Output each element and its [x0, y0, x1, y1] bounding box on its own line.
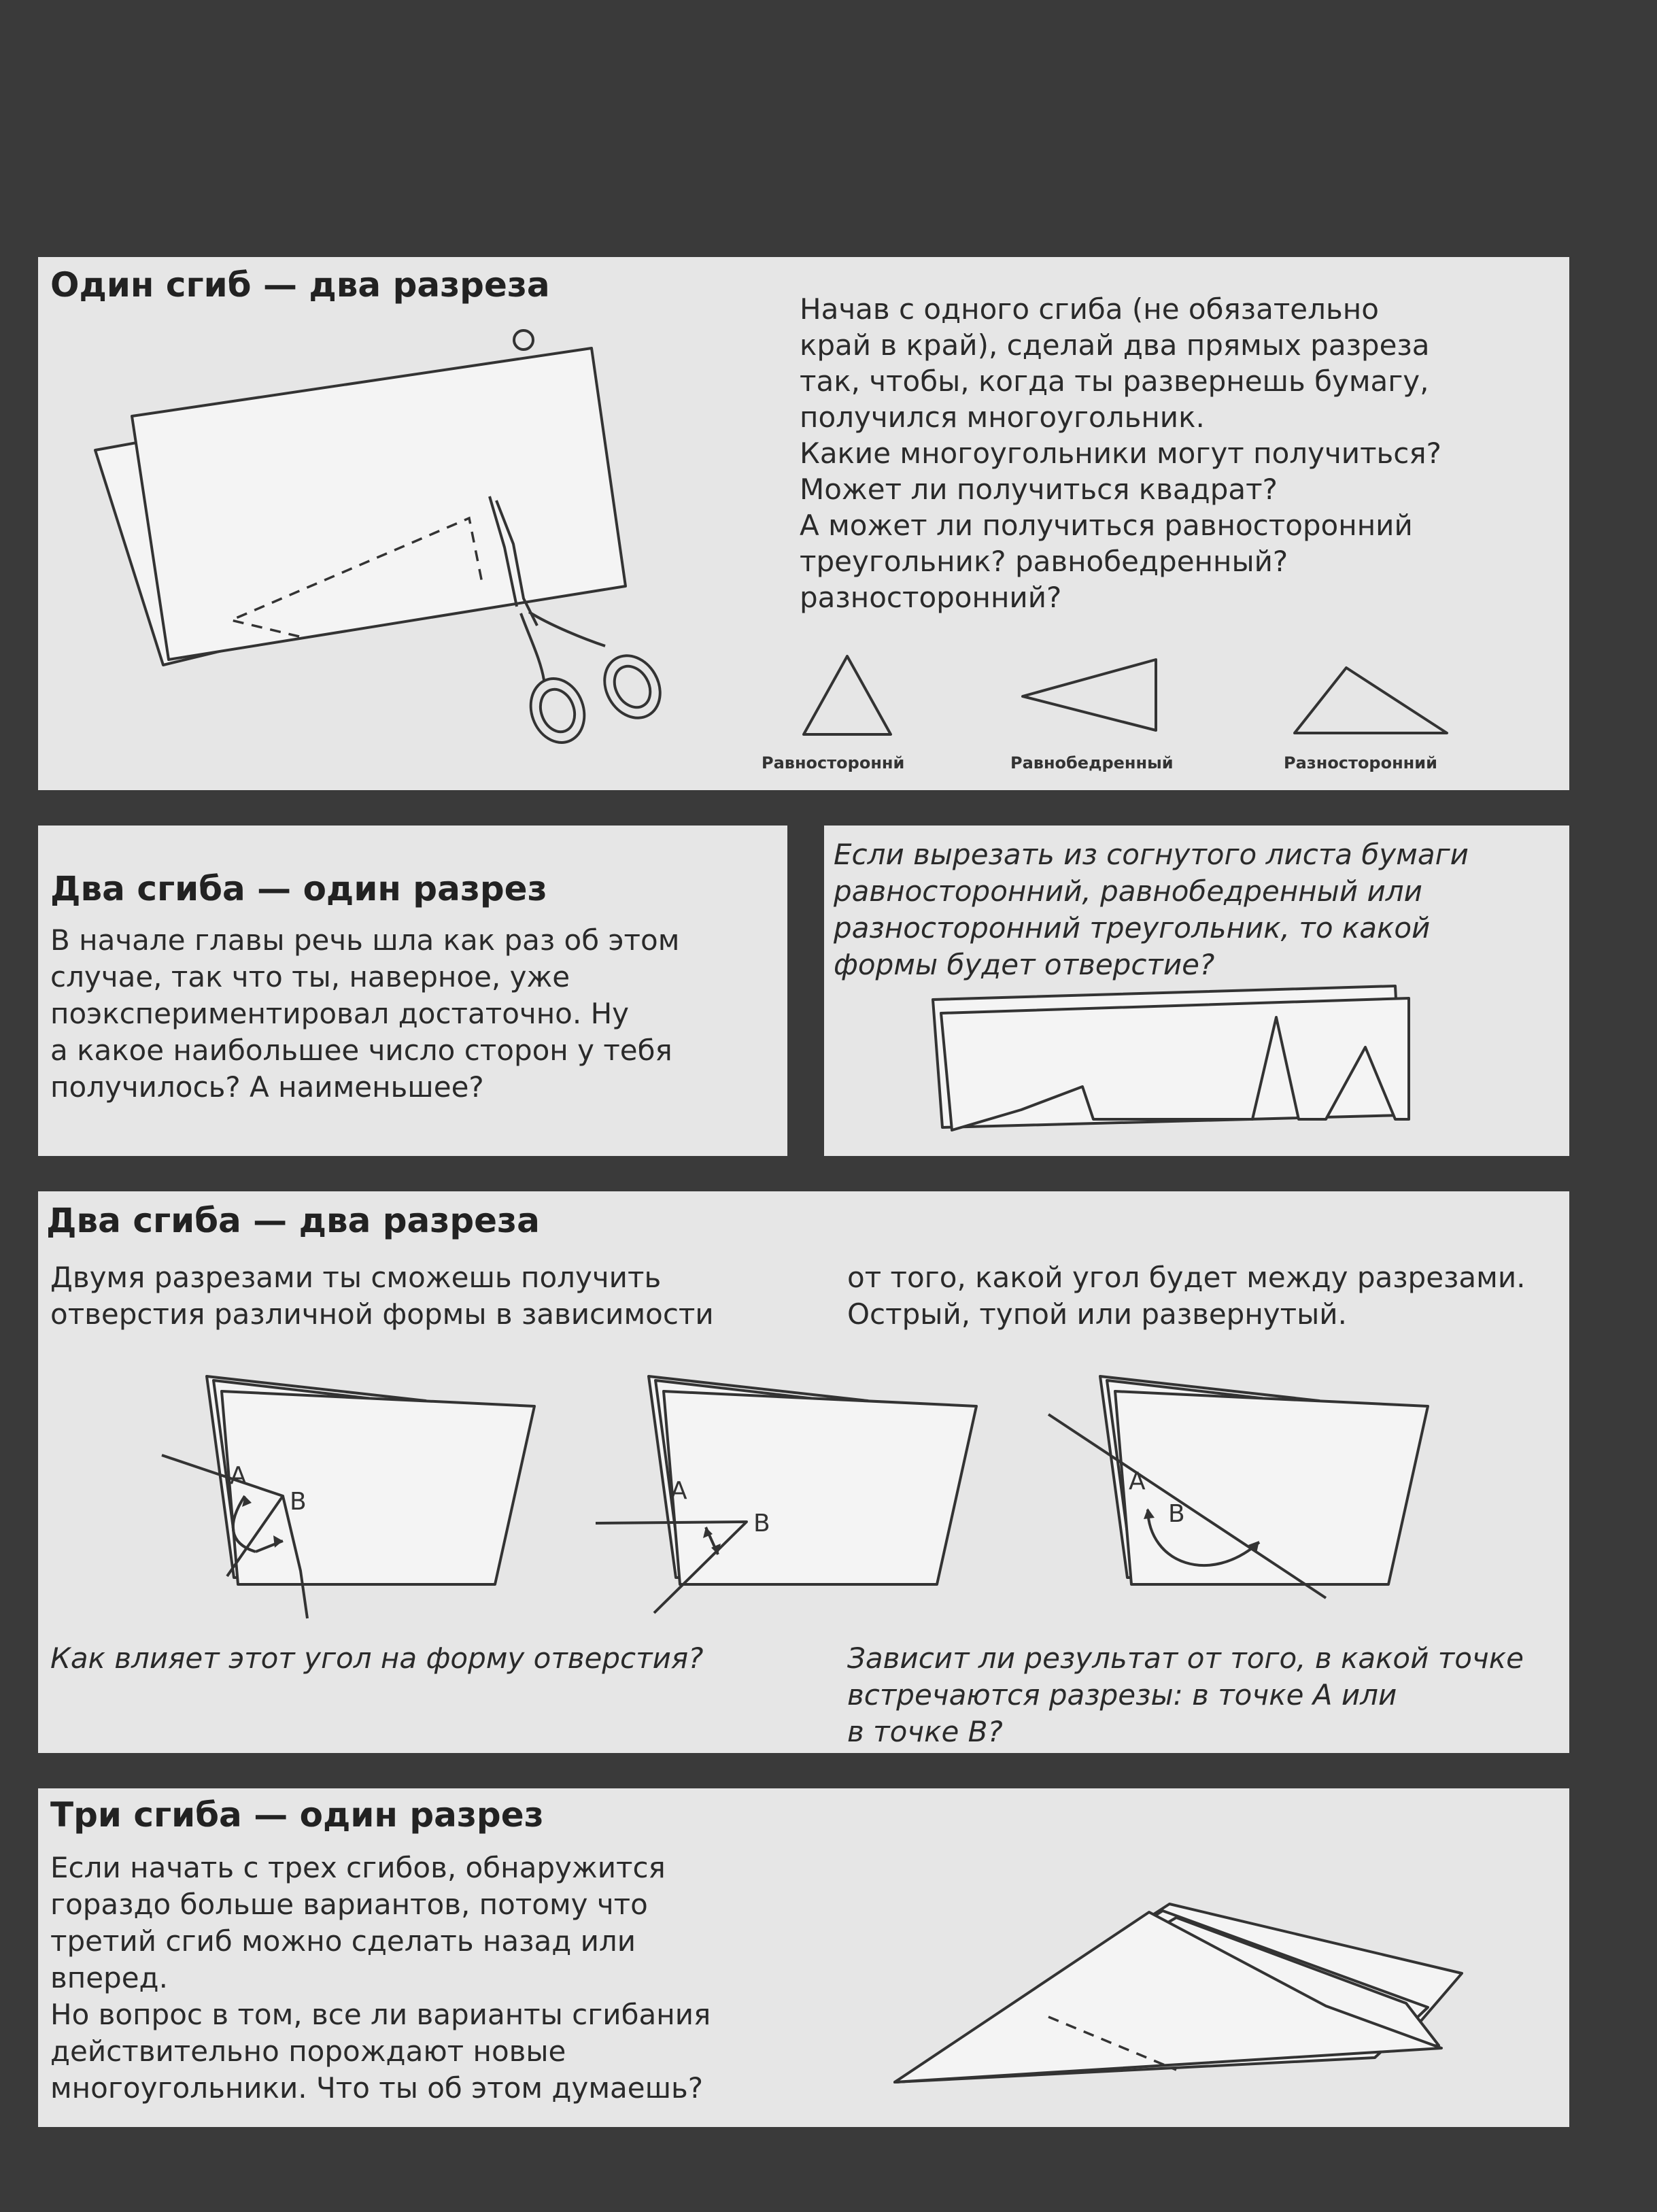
section1-title: Один сгиб — два разреза — [50, 265, 550, 305]
text-line: формы будет отверстие? — [834, 948, 1215, 981]
text-line: так, чтобы, когда ты развернешь бумагу, — [800, 364, 1429, 398]
text-line: Острый, тупой или развернутый. — [847, 1297, 1347, 1331]
cuts-obtuse-angle-diagram — [596, 1374, 990, 1625]
label-a: A — [670, 1477, 687, 1505]
cuts-acute-angle-diagram — [154, 1374, 548, 1625]
section3-question-left — [50, 1640, 703, 1677]
text-line: случае, так что ты, наверное, уже — [50, 960, 570, 993]
section2-title: Два сгиба — один разрез — [50, 869, 547, 908]
section2b-text — [834, 836, 1469, 983]
text-line: Как влияет этот угол на форму отверстия? — [50, 1641, 704, 1675]
text-line: а какое наибольшее число сторон у тебя — [50, 1034, 672, 1067]
isosceles-triangle — [1020, 657, 1163, 732]
section3-right-text — [847, 1259, 1525, 1333]
caption-equilateral: Равностороннй — [762, 753, 905, 772]
text-line: встречаются разрезы: в точке А или — [847, 1678, 1397, 1712]
folded-paper-scissors-illustration — [88, 340, 687, 775]
text-line: Зависит ли результат от того, в какой точке — [847, 1641, 1524, 1675]
text-line: гораздо больше вариантов, потому что — [50, 1888, 648, 1921]
three-folds-triangle-illustration — [891, 1897, 1475, 2101]
text-line: вперед. — [50, 1961, 168, 1994]
text-line: действительно порождают новые — [50, 2035, 566, 2068]
cuts-straight-angle-diagram — [1047, 1374, 1469, 1625]
section3-question-right — [847, 1640, 1524, 1750]
text-line: поэкспериментировал достаточно. Ну — [50, 997, 630, 1030]
text-line: Начав с одного сгиба (не обязательно — [800, 292, 1379, 326]
text-line: получился многоугольник. — [800, 401, 1205, 434]
caption-scalene: Разносторонний — [1284, 753, 1437, 772]
scalene-triangle — [1292, 664, 1452, 738]
text-line: отверстия различной формы в зависимости — [50, 1297, 714, 1331]
label-a: A — [1129, 1467, 1146, 1495]
text-line: разносторонний треугольник, то какой — [834, 911, 1431, 945]
text-line: равносторонний, равнобедренный или — [834, 874, 1422, 908]
text-line: в точке В? — [847, 1715, 1003, 1748]
text-line: Какие многоугольники могут получиться? — [800, 437, 1441, 470]
section2-text — [50, 922, 679, 1106]
label-b: B — [1168, 1500, 1185, 1528]
text-line: получилось? А наименьшее? — [50, 1070, 484, 1104]
text-line: третий сгиб можно сделать назад или — [50, 1924, 636, 1958]
text-line: разносторонний? — [800, 581, 1062, 614]
label-a: A — [230, 1462, 247, 1490]
equilateral-triangle — [800, 653, 895, 741]
text-line: Но вопрос в том, все ли варианты сгибания — [50, 1998, 711, 2031]
folded-strip-with-cuts-illustration — [933, 979, 1422, 1142]
section3-left-text — [50, 1259, 714, 1333]
section4-text — [50, 1850, 711, 2107]
text-line: Двумя разрезами ты сможешь получить — [50, 1261, 662, 1294]
text-line: Если начать с трех сгибов, обнаружится — [50, 1851, 666, 1884]
caption-isosceles: Равнобедренный — [1010, 753, 1174, 772]
label-b: B — [753, 1510, 770, 1537]
section1-text — [800, 291, 1441, 615]
text-line: от того, какой угол будет между разрезами. — [847, 1261, 1526, 1294]
text-line: треугольник? равнобедренный? — [800, 545, 1288, 578]
text-line: Может ли получиться квадрат? — [800, 473, 1278, 506]
section3-title: Два сгиба — два разреза — [46, 1201, 540, 1240]
text-line: Если вырезать из согнутого листа бумаги — [834, 838, 1469, 871]
text-line: многоугольники. Что ты об этом думаешь? — [50, 2071, 704, 2105]
text-line: А может ли получиться равносторонний — [800, 509, 1413, 542]
section4-title: Три сгиба — один разрез — [50, 1795, 544, 1835]
label-b: B — [290, 1488, 307, 1516]
text-line: В начале главы речь шла как раз об этом — [50, 923, 680, 957]
text-line: край в край), сделай два прямых разреза — [800, 328, 1430, 362]
